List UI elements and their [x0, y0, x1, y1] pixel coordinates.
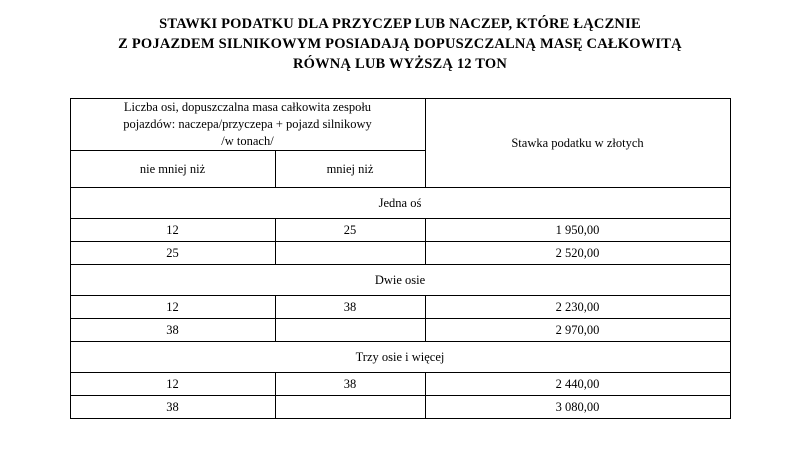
- section-row: [70, 342, 730, 373]
- title-line-3: RÓWNĄ LUB WYŻSZĄ 12 TON: [292, 56, 508, 72]
- cell-min: 12: [70, 296, 275, 319]
- table-row: [70, 373, 730, 396]
- header-max: mniej niż: [275, 151, 425, 188]
- cell-min: 38: [70, 396, 275, 419]
- cell-min: 38: [70, 319, 275, 342]
- table-row: [70, 219, 730, 242]
- cell-max: 38: [275, 373, 425, 396]
- table-row: [70, 242, 730, 265]
- section-label-3: Trzy osie i więcej: [70, 342, 730, 373]
- cell-min: 12: [70, 219, 275, 242]
- header-min: nie mniej niż: [70, 151, 275, 188]
- table-row: [70, 296, 730, 319]
- header-rate: Stawka podatku w złotych: [425, 99, 730, 188]
- cell-max: 38: [275, 296, 425, 319]
- table-header-top: [70, 99, 730, 151]
- header-axes-line-1: Liczba osi, dopuszczalna masa całkowita zespołu: [123, 100, 372, 114]
- section-row: [70, 265, 730, 296]
- table-row: [70, 319, 730, 342]
- cell-max: [275, 396, 425, 419]
- page-title: [0, 0, 800, 74]
- cell-rate: 3 080,00: [425, 396, 730, 419]
- header-axes-line-2: pojazdów: naczepa/przyczepa + pojazd silnikowy: [123, 117, 372, 131]
- title-line-2: Z POJAZDEM SILNIKOWYM POSIADAJĄ DOPUSZCZALNĄ MASĘ CAŁKOWITĄ: [118, 36, 682, 52]
- header-axes-line-3: /w tonach/: [221, 134, 274, 148]
- cell-rate: 2 970,00: [425, 319, 730, 342]
- cell-rate: 2 520,00: [425, 242, 730, 265]
- cell-max: [275, 319, 425, 342]
- section-row: [70, 188, 730, 219]
- header-axes-group: [70, 99, 425, 151]
- cell-rate: 2 440,00: [425, 373, 730, 396]
- section-label-2: Dwie osie: [70, 265, 730, 296]
- title-line-1: STAWKI PODATKU DLA PRZYCZEP LUB NACZEP, KTÓRE ŁĄCZNIE: [159, 16, 641, 32]
- cell-min: 12: [70, 373, 275, 396]
- cell-max: 25: [275, 219, 425, 242]
- section-label-1: Jedna oś: [70, 188, 730, 219]
- cell-rate: 2 230,00: [425, 296, 730, 319]
- cell-max: [275, 242, 425, 265]
- tax-rates-table: [70, 98, 731, 419]
- cell-min: 25: [70, 242, 275, 265]
- cell-rate: 1 950,00: [425, 219, 730, 242]
- table-row: [70, 396, 730, 419]
